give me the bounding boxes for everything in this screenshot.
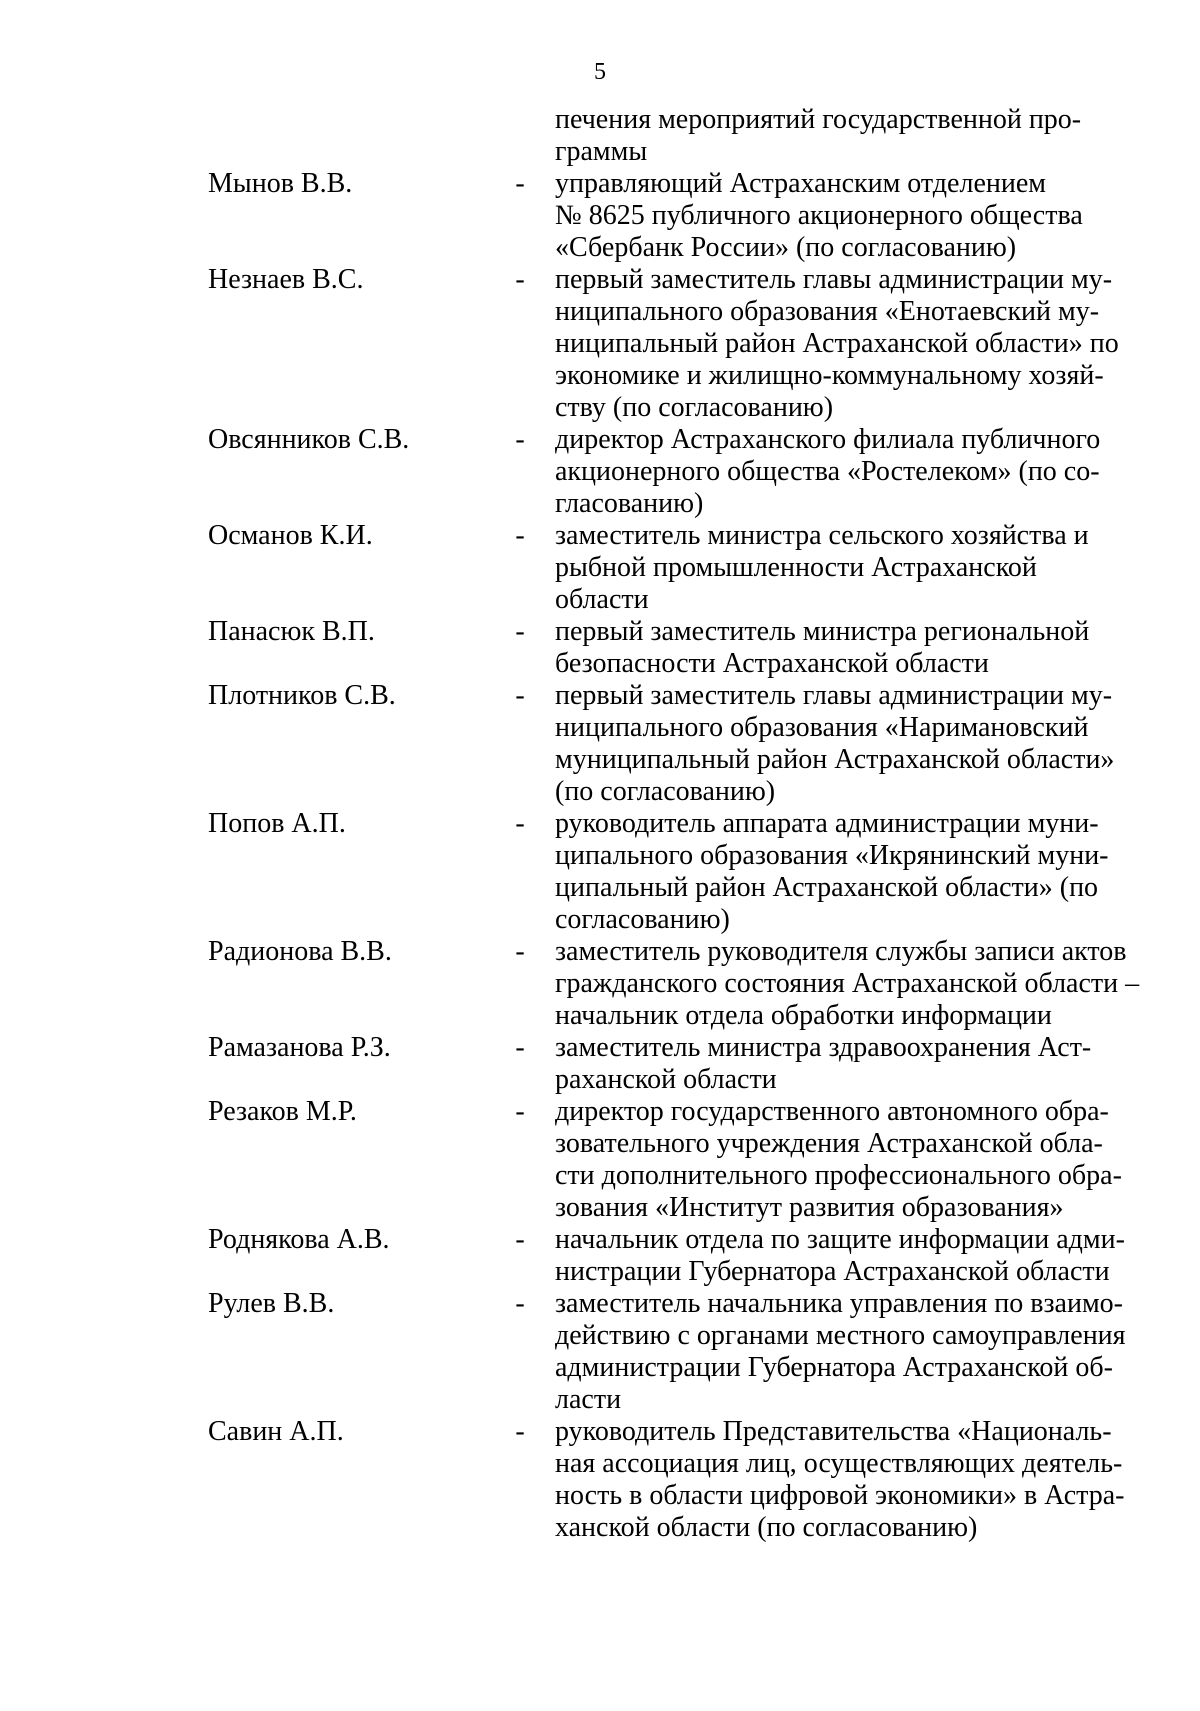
member-name: Роднякова А.В. xyxy=(208,1224,390,1255)
member-entry xyxy=(208,808,1142,936)
member-name: Резаков М.Р. xyxy=(208,1096,357,1127)
member-description: директор Астраханского филиала публичного акционерного общества «Ростелеком» (по со- гласованию) xyxy=(555,424,1101,519)
member-entry xyxy=(208,1032,1142,1096)
member-entry xyxy=(208,1288,1142,1416)
member-name: Плотников С.В. xyxy=(208,680,396,711)
member-name: Мынов В.В. xyxy=(208,168,353,199)
member-name: Попов А.П. xyxy=(208,808,346,839)
member-name: Рулев В.В. xyxy=(208,1288,335,1319)
member-entry xyxy=(208,264,1142,424)
member-description: руководитель аппарата администрации муни- ципального образования «Икрянинский муни- ципальный район Астраханской области» (по согласованию) xyxy=(555,808,1109,935)
member-description: заместитель начальника управления по взаимо- действию с органами местного самоуправления администрации Губернатора Астраханской об- ласти xyxy=(555,1288,1126,1415)
member-entry xyxy=(208,616,1142,680)
member-entry xyxy=(208,168,1142,264)
member-name: Рамазанова Р.З. xyxy=(208,1032,391,1063)
member-description: начальник отдела по защите информации адми- нистрации Губернатора Астраханской области xyxy=(555,1224,1125,1287)
member-entry xyxy=(208,520,1142,616)
member-dash: - xyxy=(515,520,525,551)
member-description: заместитель министра здравоохранения Аст- раханской области xyxy=(555,1032,1092,1095)
member-dash: - xyxy=(515,1288,525,1319)
member-entry xyxy=(208,1096,1142,1224)
member-description: заместитель руководителя службы записи актов гражданского состояния Астраханской области – начальник отдела обработки информации xyxy=(555,936,1140,1031)
members-list xyxy=(208,104,1142,1544)
continuation-text: печения мероприятий государственной про- граммы xyxy=(555,104,1082,167)
member-dash: - xyxy=(515,264,525,295)
member-entry xyxy=(208,936,1142,1032)
member-name: Незнаев В.С. xyxy=(208,264,364,295)
member-description: директор государственного автономного обра- зовательного учреждения Астраханской обла- сти дополнительного профессионального обра- зования «Институт развития образования» xyxy=(555,1096,1122,1223)
member-description: заместитель министра сельского хозяйства и рыбной промышленности Астраханской области xyxy=(555,520,1089,615)
member-description: управляющий Астраханским отделением № 8625 публичного акционерного общества «Сбербанк России» (по согласованию) xyxy=(555,168,1083,263)
member-dash: - xyxy=(515,1096,525,1127)
page-number: 5 xyxy=(594,59,606,85)
member-dash: - xyxy=(515,168,525,199)
member-entry xyxy=(208,1224,1142,1288)
member-entry xyxy=(208,1416,1142,1544)
member-dash: - xyxy=(515,424,525,455)
member-dash: - xyxy=(515,936,525,967)
member-name: Панасюк В.П. xyxy=(208,616,375,647)
member-description: первый заместитель главы администрации му- ниципального образования «Енотаевский му- ниципальный район Астраханской области» по экономике и жилищно-коммунальному хозяй- ству (по согласованию) xyxy=(555,264,1119,423)
member-entry xyxy=(208,424,1142,520)
member-name: Радионова В.В. xyxy=(208,936,392,967)
member-name: Овсянников С.В. xyxy=(208,424,410,455)
member-description: первый заместитель министра региональной безопасности Астраханской области xyxy=(555,616,1090,679)
member-dash: - xyxy=(515,1224,525,1255)
member-dash: - xyxy=(515,616,525,647)
member-name: Османов К.И. xyxy=(208,520,373,551)
member-description: первый заместитель главы администрации му- ниципального образования «Наримановский муниципальный район Астраханской области» (по согласованию) xyxy=(555,680,1115,807)
member-entry xyxy=(208,680,1142,808)
member-description: руководитель Представительства «Националь- ная ассоциация лиц, осуществляющих деятель- ность в области цифровой экономики» в Астра- ханской области (по согласованию) xyxy=(555,1416,1125,1543)
member-name: Савин А.П. xyxy=(208,1416,344,1447)
member-dash: - xyxy=(515,1032,525,1063)
member-dash: - xyxy=(515,680,525,711)
continuation-entry xyxy=(208,104,1142,168)
member-dash: - xyxy=(515,1416,525,1447)
member-dash: - xyxy=(515,808,525,839)
